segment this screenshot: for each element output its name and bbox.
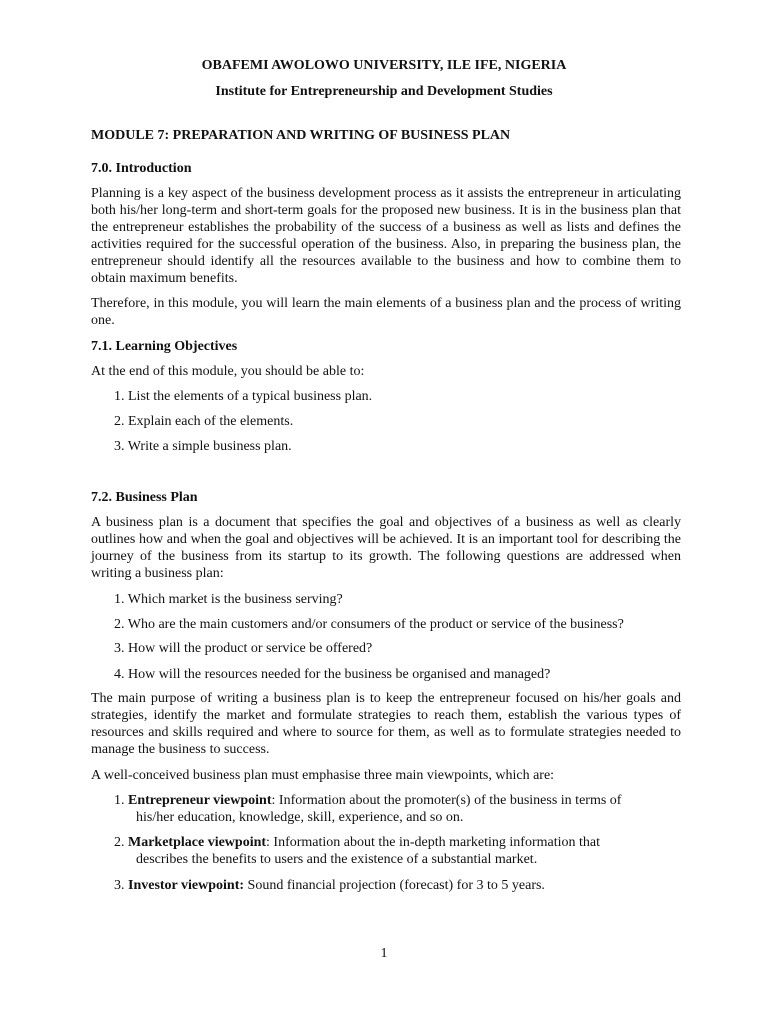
objectives-heading: 7.1. Learning Objectives: [91, 339, 238, 354]
question-item: 1. Which market is the business serving?: [114, 592, 343, 607]
business-plan-heading: 7.2. Business Plan: [91, 490, 198, 505]
viewpoint-term: Investor viewpoint:: [128, 878, 245, 893]
objective-item: 3. Write a simple business plan.: [114, 439, 292, 454]
intro-paragraph-2: Therefore, in this module, you will learn the main elements of a business plan and the process of writing one.: [91, 296, 681, 328]
intro-paragraph-1: Planning is a key aspect of the business development process as it assists the entrepreneur in articulating both his/her long-term and short-term goals for the proposed new business. It is in the business plan that the entrepreneur establishes the probability of the success of a business as well as lists and defines the activities required for the successful operation of the business. Also, in preparing the business plan, the entrepreneur should identify all the resources available to the business and how to combine them to obtain maximum benefits.: [91, 186, 681, 286]
viewpoint-item: [114, 792, 674, 826]
viewpoint-item: [114, 877, 674, 894]
viewpoint-item: [114, 834, 674, 868]
viewpoint-number: 1.: [114, 793, 128, 808]
business-plan-paragraph-1: A business plan is a document that specifies the goal and objectives of a business as well as clearly outlines how and when the goal and objectives will be achieved. It is an important tool for describing the journey of the business from its startup to its growth. The following questions are addressed when writing a business plan:: [91, 515, 681, 581]
objectives-lead: At the end of this module, you should be able to:: [91, 364, 365, 379]
viewpoint-text: : Information about the in-depth marketing information that: [266, 835, 601, 850]
university-title: OBAFEMI AWOLOWO UNIVERSITY, ILE IFE, NIGERIA: [201, 58, 567, 73]
business-plan-paragraph-3: A well-conceived business plan must emphasise three main viewpoints, which are:: [91, 768, 555, 783]
question-item: 4. How will the resources needed for the business be organised and managed?: [114, 667, 551, 682]
question-item: 2. Who are the main customers and/or consumers of the product or service of the business?: [114, 617, 624, 632]
viewpoint-number: 3.: [114, 878, 128, 893]
viewpoint-term: Marketplace viewpoint: [128, 835, 267, 850]
objective-item: 1. List the elements of a typical business plan.: [114, 389, 373, 404]
intro-heading: 7.0. Introduction: [91, 161, 192, 176]
viewpoint-term: Entrepreneur viewpoint: [128, 793, 272, 808]
business-plan-paragraph-2: The main purpose of writing a business plan is to keep the entrepreneur focused on his/her goals and strategies, identify the market and formulate strategies to reach them, establish the various types of resources and skills required and where to source for them, as well as to formulate strategies needed to manage the business to success.: [91, 691, 681, 757]
objective-item: 2. Explain each of the elements.: [114, 414, 294, 429]
viewpoint-text-continued: his/her education, knowledge, skill, experience, and so on.: [136, 810, 464, 825]
page-number: 1: [380, 946, 388, 961]
viewpoint-number: 2.: [114, 835, 128, 850]
institute-title: Institute for Entrepreneurship and Development Studies: [215, 84, 553, 99]
module-title: MODULE 7: PREPARATION AND WRITING OF BUSINESS PLAN: [91, 128, 511, 143]
viewpoint-text-continued: describes the benefits to users and the existence of a substantial market.: [136, 852, 538, 867]
viewpoint-text: Sound financial projection (forecast) for 3 to 5 years.: [244, 878, 545, 893]
viewpoint-text: : Information about the promoter(s) of the business in terms of: [271, 793, 622, 808]
question-item: 3. How will the product or service be offered?: [114, 641, 373, 656]
